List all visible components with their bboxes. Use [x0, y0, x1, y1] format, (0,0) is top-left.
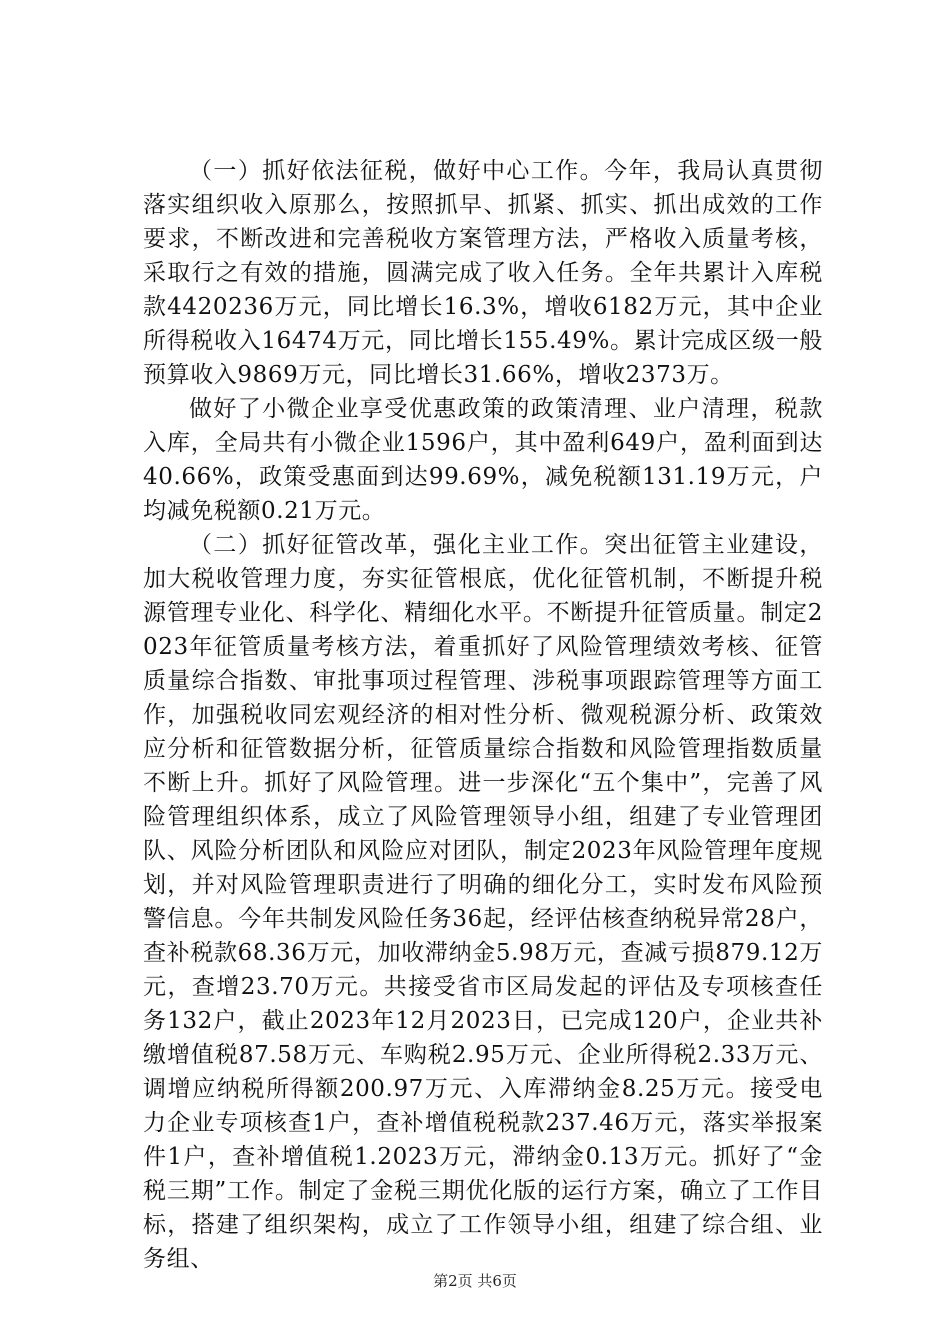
page-number-footer: 第2页 共6页: [433, 1272, 517, 1290]
paragraph-collection-reform: （二）抓好征管改革，强化主业工作。突出征管主业建设，加大税收管理力度，夯实征管根底，优化征管机制，不断提升税源管理专业化、科学化、精细化水平。不断提升征管质量。制定2023年征管质量考核方法，着重抓好了风险管理绩效考核、征管质量综合指数、审批事项过程管理、涉税事项跟踪管理等方面工作，加强税收同宏观经济的相对性分析、微观税源分析、政策效应分析和征管数据分析，征管质量综合指数和风险管理指数质量不断上升。抓好了风险管理。进一步深化“五个集中”，完善了风险管理组织体系，成立了风险管理领导小组，组建了专业管理团队、风险分析团队和风险应对团队，制定2023年风险管理年度规划，并对风险管理职责进行了明确的细化分工，实时发布风险预警信息。今年共制发风险任务36起，经评估核查纳税异常28户，查补税款68.36万元，加收滞纳金5.98万元，查减亏损879.12万元，查增23.70万元。共接受省市区局发起的评估及专项核查任务132户，截止2023年12月2023日，已完成120户，企业共补缴增值税87.58万元、车购税2.95万元、企业所得税2.33万元、调增应纳税所得额200.97万元、入库滞纳金8.25万元。接受电力企业专项核查1户，查补增值税税款237.46万元，落实举报案件1户，查补增值税1.2023万元，滞纳金0.13万元。抓好了“金税三期”工作。制定了金税三期优化版的运行方案，确立了工作目标，搭建了组织架构，成立了工作领导小组，组建了综合组、业务组、: [143, 532, 823, 1272]
document-body: [143, 154, 823, 1276]
paragraph-tax-collection: （一）抓好依法征税，做好中心工作。今年，我局认真贯彻落实组织收入原那么，按照抓早、抓紧、抓实、抓出成效的工作要求，不断改进和完善税收方案管理方法，严格收入质量考核，采取行之有效的措施，圆满完成了收入任务。全年共累计入库税款4420236万元，同比增长16.3%，增收6182万元，其中企业所得税收入16474万元，同比增长155.49%。累计完成区级一般预算收入9869万元，同比增长31.66%，增收2373万。: [143, 158, 823, 388]
paragraph-small-business-policy: 做好了小微企业享受优惠政策的政策清理、业户清理，税款入库，全局共有小微企业1596户，其中盈利649户，盈利面到达40.66%，政策受惠面到达99.69%，减免税额131.19万元，户均减免税额0.21万元。: [143, 396, 823, 524]
